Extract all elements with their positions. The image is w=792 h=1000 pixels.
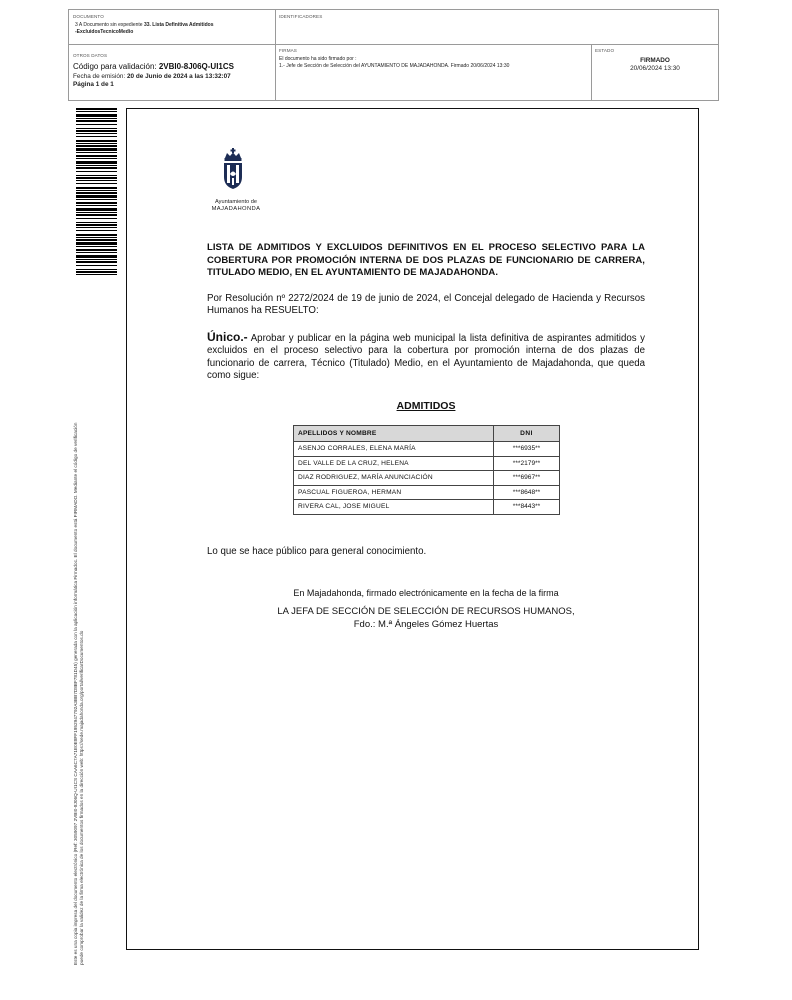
barcode-bar: [76, 237, 117, 238]
validation-code-value[interactable]: 2VBI0-8J06Q-UI1CS: [158, 62, 234, 71]
barcode-bar: [76, 145, 117, 147]
barcode-bar: [76, 161, 117, 164]
barcode-bar: [76, 205, 117, 206]
row-name: PASCUAL FIGUEROA, HERMAN: [294, 485, 494, 500]
barcode-bar: [76, 259, 117, 260]
barcode-bar: [76, 120, 117, 122]
barcode-bar: [76, 239, 117, 241]
barcode-bar: [76, 177, 117, 179]
table-row: [294, 471, 560, 486]
row-dni: ***2179**: [494, 456, 560, 471]
table-row: [294, 485, 560, 500]
document-metadata-box: [68, 9, 719, 101]
barcode-bar: [76, 158, 117, 159]
table-header-row: [294, 426, 560, 442]
identificadores-label: IDENTIFICADORES: [279, 14, 323, 19]
barcode-bar: [76, 261, 117, 263]
barcode-bar: [76, 199, 117, 200]
documento-line1-bold: 33. Lista Definitiva Admitidos: [143, 22, 214, 28]
table-row: [294, 500, 560, 515]
barcode-bar: [76, 190, 117, 191]
barcode-bar: [76, 195, 117, 198]
row-dni: ***8443**: [494, 500, 560, 515]
side-text-line2: puede comprobar la validez de la firma electrónica de los documentos firmados en la dirección web: https://sede.majadahonda.org/portal/verificarDocumentos.do: [79, 630, 84, 965]
table-row: [294, 456, 560, 471]
column-header-name: APELLIDOS Y NOMBRE: [294, 426, 494, 442]
barcode-bar: [76, 140, 117, 142]
barcode-bar: [76, 255, 117, 258]
barcode-bar: [76, 114, 117, 117]
barcode-bar: [76, 230, 117, 231]
barcode-bar: [76, 111, 117, 112]
estado-value: FIRMADO 20/06/2024 13:30: [630, 57, 680, 72]
signature-name: Fdo.: M.ª Ángeles Gómez Huertas: [353, 619, 499, 630]
row-dni: ***6967**: [494, 471, 560, 486]
barcode-bar: [76, 155, 117, 157]
row-name: ASENJO CORRALES, ELENA MARÍA: [294, 442, 494, 457]
barcode-bar: [76, 128, 117, 129]
barcode-bar: [76, 269, 117, 270]
barcode-bar: [76, 222, 117, 223]
logo-line1: Ayuntamiento de: [215, 199, 257, 205]
row-name: DIAZ RODRIGUEZ, MARÍA ANUNCIACIÓN: [294, 471, 494, 486]
admitidos-heading: ADMITIDOS: [396, 400, 456, 412]
barcode-bar: [76, 148, 117, 151]
row-dni: ***6935**: [494, 442, 560, 457]
barcode-bar: [76, 133, 117, 134]
document-title: LISTA DE ADMITIDOS Y EXCLUIDOS DEFINITIVOS EN EL PROCESO SELECTIVO PARA LA COBERTURA POR PROMOCIÓN INTERNA DE DOS PLAZAS DE FUNCIONARIO DE CARRERA, TITULADO MEDIO, EN EL AYUNTAMIENTO DE MAJADAHONDA.: [207, 242, 645, 279]
barcode-bar: [76, 265, 117, 266]
barcode-bar: [76, 271, 117, 273]
firmas-text: El documento ha sido firmado por : 1.- Jefe de Sección de Selección del AYUNTAMIENTO DE MAJADAHONDA. Firmado 20/06/2024 13:30: [279, 56, 510, 69]
unico-text: Aprobar y publicar en la página web municipal la lista definitiva de aspirantes admitidos y excluidos en el proceso selectivo para la cobertura por promoción interna de dos plazas de funcionario de carrera, Técnico (Titulado) Medio, en el Ayuntamiento de Majadahonda, que queda como sigue:: [207, 333, 645, 381]
unico-label: Único.-: [207, 330, 248, 344]
verification-side-text: [73, 275, 85, 965]
barcode-bar: [76, 252, 117, 253]
validation-code[interactable]: Código para validación: 2VBI0-8J06Q-UI1CS: [73, 62, 234, 71]
barcode-bar: [76, 234, 117, 236]
barcode-bar: [76, 202, 117, 204]
barcode-bar: [76, 242, 117, 245]
barcode-image: [76, 108, 117, 276]
barcode-bar: [76, 136, 117, 137]
barcode-bar: [76, 152, 117, 153]
barcode-bar: [76, 246, 117, 247]
logo-caption: [202, 199, 270, 213]
estado-label: ESTADO: [595, 48, 615, 53]
row-dni: ***8648**: [494, 485, 560, 500]
barcode-bar: [76, 165, 117, 166]
barcode-bar: [76, 180, 117, 181]
column-header-dni: DNI: [494, 426, 560, 442]
signature-role: LA JEFA DE SECCIÓN DE SELECCIÓN DE RECURSOS HUMANOS,: [277, 606, 575, 617]
barcode-bar: [76, 187, 117, 189]
barcode-bar: [76, 124, 117, 125]
emission-date: Fecha de emisión: 20 de Junio de 2024 a las 13:32:07 Página 1 de 1: [73, 73, 231, 88]
table-row: [294, 442, 560, 457]
side-text-line1: Este es una copia impresa del documento electrónico (Ref: 3059097 2VBI0-8J06Q-UI1CS CAA6C7A71E0E8FF1952947792A3BB7D8BF781D45) generada con la aplicación informática Firmadoc. El documento está FIRMADO. Mediante el código de verificación: [73, 422, 78, 965]
barcode-bar: [76, 167, 117, 169]
otros-datos-label: OTROS DATOS: [73, 53, 108, 58]
barcode-bar: [76, 130, 117, 132]
document-page: [126, 108, 699, 950]
barcode-bar: [76, 208, 117, 211]
page-count: Página 1 de 1: [73, 81, 114, 88]
admitidos-table: [293, 425, 560, 515]
firmas-label: FIRMAS: [279, 48, 297, 53]
documento-line2: -ExcluidosTecnicoMedio: [75, 28, 134, 35]
barcode-bar: [76, 214, 117, 216]
resolution-intro: Por Resolución nº 2272/2024 de 19 de junio de 2024, el Concejal delegado de Hacienda y Recursos Humanos ha RESUELTO:: [207, 293, 645, 317]
row-name: DEL VALLE DE LA CRUZ, HELENA: [294, 456, 494, 471]
barcode-bar: [76, 143, 117, 144]
barcode-bar: [76, 175, 117, 176]
barcode-bar: [76, 183, 117, 184]
barcode-bar: [76, 224, 117, 226]
signature-place: En Majadahonda, firmado electrónicamente en la fecha de la firma: [293, 588, 559, 598]
barcode-bar: [76, 192, 117, 194]
documento-label: DOCUMENTO: [73, 14, 104, 19]
barcode-bar: [76, 171, 117, 172]
barcode-bar: [76, 118, 117, 119]
logo-line2: MAJADAHONDA: [211, 206, 261, 212]
unico-paragraph: [207, 331, 645, 382]
barcode-bar: [76, 227, 117, 228]
barcode-bar: [76, 218, 117, 219]
barcode-bar: [76, 108, 117, 110]
documento-description: [75, 22, 214, 35]
barcode-bar: [76, 212, 117, 213]
documento-line1: 3 A Documento sin expediente: [75, 22, 144, 28]
barcode-bar: [76, 249, 117, 251]
closing-text: Lo que se hace público para general conocimiento.: [207, 546, 427, 557]
row-name: RIVERA CAL, JOSE MIGUEL: [294, 500, 494, 515]
